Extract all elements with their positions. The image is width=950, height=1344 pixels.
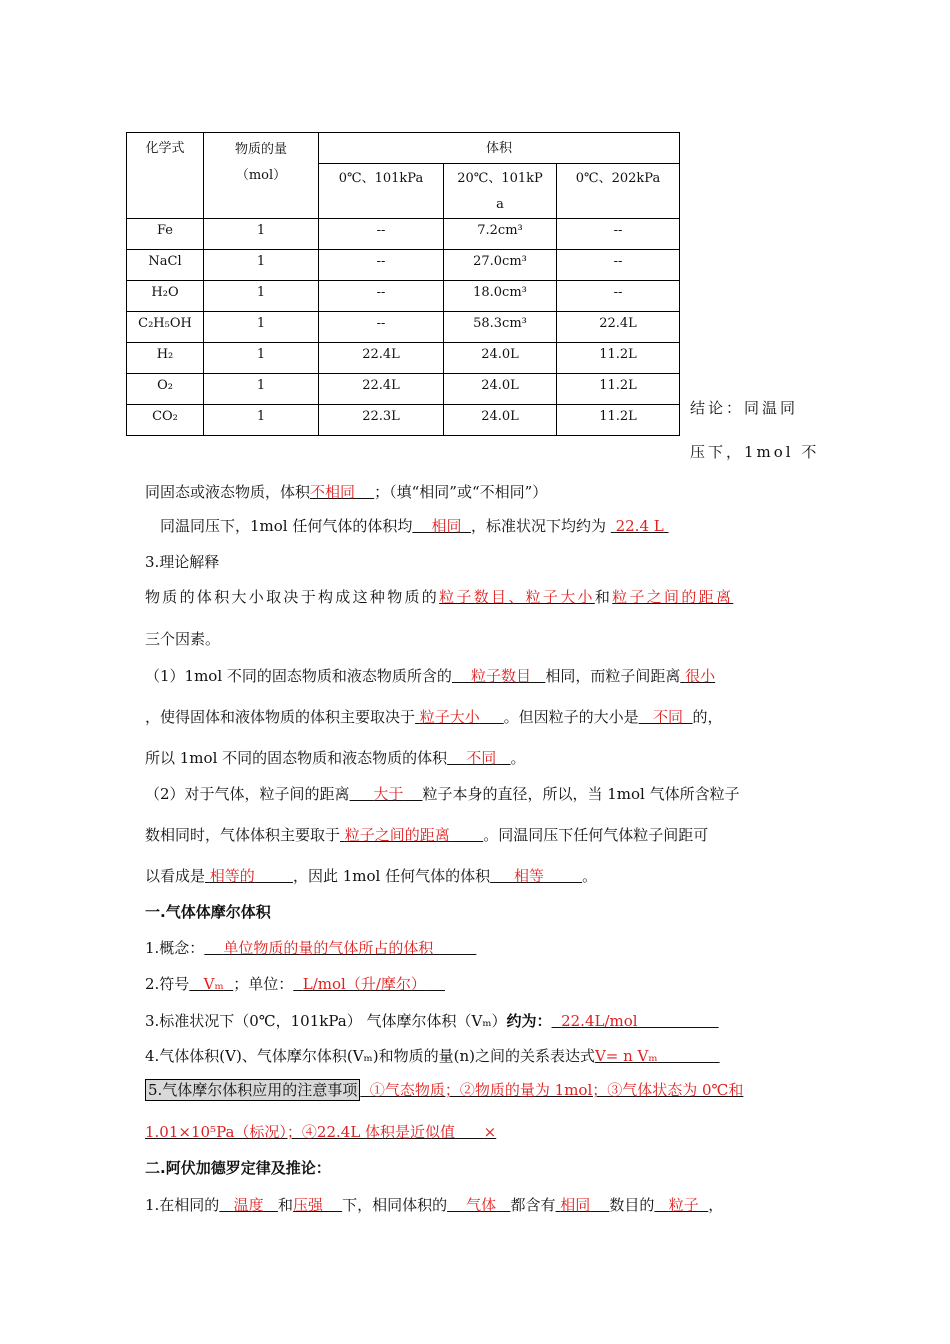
table-cell: 58.3cm³ xyxy=(444,312,557,343)
line-18: 1.在相同的 温度 和压强 下，相同体积的 气体 都含有 相同 数目的 粒子 ， xyxy=(145,1196,724,1214)
line-3: 3.理论解释 xyxy=(145,553,220,571)
table-cell: 1 xyxy=(204,250,319,281)
line-1: 同固态或液态物质，体积不相同 ；（填“相同”或“不相同”） xyxy=(145,483,548,501)
table-cell: O₂ xyxy=(127,374,204,405)
line-11: 以看成是 相等的 ，因此 1mol 任何气体的体积 相等 。 xyxy=(145,867,598,885)
table-cell: 24.0L xyxy=(444,343,557,374)
heading-1: 一.气体体摩尔体积 xyxy=(145,903,271,921)
table-row xyxy=(127,281,680,312)
table-cell: 24.0L xyxy=(444,405,557,436)
table-cell: NaCl xyxy=(127,250,204,281)
table-cell: CO₂ xyxy=(127,405,204,436)
line-6: （1）1mol 不同的固态物质和液态物质所含的 粒子数目 相同，而粒子间距离 很小 xyxy=(145,667,716,685)
table-row xyxy=(127,250,680,281)
table-cell: C₂H₅OH xyxy=(127,312,204,343)
line-10: 数相同时，气体体积主要取于 粒子之间的距离 。同温同压下任何气体粒子间距可 xyxy=(145,826,709,844)
header-volume: 体积 xyxy=(319,133,680,164)
conclusion-text-2: 压下，1mol 不 xyxy=(690,443,820,461)
conclusion-text-1: 结论：同温同 xyxy=(690,399,799,417)
table-cell: Fe xyxy=(127,219,204,250)
table-cell: 24.0L xyxy=(444,374,557,405)
table-cell: -- xyxy=(319,281,444,312)
table-cell: 22.4L xyxy=(319,343,444,374)
table-cell: -- xyxy=(319,250,444,281)
volume-table xyxy=(126,132,680,436)
line-15: 4.气体体积(V)、气体摩尔体积(Vₘ)和物质的量(n)之间的关系表达式V= n Vₘ xyxy=(145,1047,658,1065)
line-17: 1.01×10⁵Pa（标况）；④22.4L 体积是近似值 × xyxy=(145,1123,497,1141)
heading-2: 二.阿伏加德罗定律及推论： xyxy=(145,1159,331,1177)
line-7: ，使得固体和液体物质的体积主要取决于 粒子大小 。但因粒子的大小是 不同 的， xyxy=(145,708,723,726)
table-cell: 1 xyxy=(204,219,319,250)
table-cell: 11.2L xyxy=(557,374,680,405)
header-formula: 化学式 xyxy=(127,133,204,219)
table-cell: -- xyxy=(319,312,444,343)
line-8: 所以 1mol 不同的固态物质和液态物质的体积 不同 。 xyxy=(145,749,526,767)
blank-answer: 22.4 L xyxy=(615,517,664,535)
table-cell: 7.2cm³ xyxy=(444,219,557,250)
table-cell: -- xyxy=(557,281,680,312)
table-cell: 11.2L xyxy=(557,343,680,374)
line-12: 1.概念： 单位物质的量的气体所占的体积 xyxy=(145,939,434,957)
highlight-box: 5.气体摩尔体积应用的注意事项 xyxy=(145,1079,360,1101)
header-amount: 物质的量 （mol） xyxy=(204,133,319,219)
table-cell: 1 xyxy=(204,281,319,312)
table-cell: H₂O xyxy=(127,281,204,312)
blank-answer: 相同 xyxy=(431,517,462,535)
header-cond-1: 0℃、101kPa xyxy=(319,164,444,219)
table-cell: 22.4L xyxy=(319,374,444,405)
table-cell: 1 xyxy=(204,374,319,405)
table-cell: 1 xyxy=(204,312,319,343)
blank-answer: 不相同 xyxy=(310,483,356,501)
table-cell: 18.0cm³ xyxy=(444,281,557,312)
header-cond-3: 0℃、202kPa xyxy=(557,164,680,219)
table-cell: -- xyxy=(557,250,680,281)
line-16: 5.气体摩尔体积应用的注意事项 ①气态物质；②物质的量为 1mol；③气体状态为 0℃和 xyxy=(145,1079,743,1100)
table-cell: 1 xyxy=(204,343,319,374)
table-row xyxy=(127,219,680,250)
table-row xyxy=(127,312,680,343)
table-cell: -- xyxy=(319,219,444,250)
line-2: 同温同压下，1mol 任何气体的体积均 相同 ，标准状况下均约为 22.4 L xyxy=(160,517,664,535)
line-13: 2.符号 Vₘ ；单位： L/mol（升/摩尔） xyxy=(145,975,426,993)
table-cell: 27.0cm³ xyxy=(444,250,557,281)
line-14: 3.标准状况下（0℃，101kPa） 气体摩尔体积（Vₘ）约为： 22.4L/mol xyxy=(145,1012,638,1030)
line-4: 物质的体积大小取决于构成这种物质的粒子数目、粒子大小和粒子之间的距离 xyxy=(145,588,734,606)
table-row xyxy=(127,374,680,405)
table-row xyxy=(127,343,680,374)
table-cell: 11.2L xyxy=(557,405,680,436)
line-9: （2）对于气体，粒子间的距离 大于 粒子本身的直径，所以，当 1mol 气体所含粒子 xyxy=(145,785,740,803)
header-cond-2: 20℃、101kP a xyxy=(444,164,557,219)
table-cell: 22.4L xyxy=(557,312,680,343)
table-cell: H₂ xyxy=(127,343,204,374)
table-cell: -- xyxy=(557,219,680,250)
table-row xyxy=(127,405,680,436)
table-cell: 22.3L xyxy=(319,405,444,436)
table-cell: 1 xyxy=(204,405,319,436)
line-5: 三个因素。 xyxy=(145,630,221,648)
